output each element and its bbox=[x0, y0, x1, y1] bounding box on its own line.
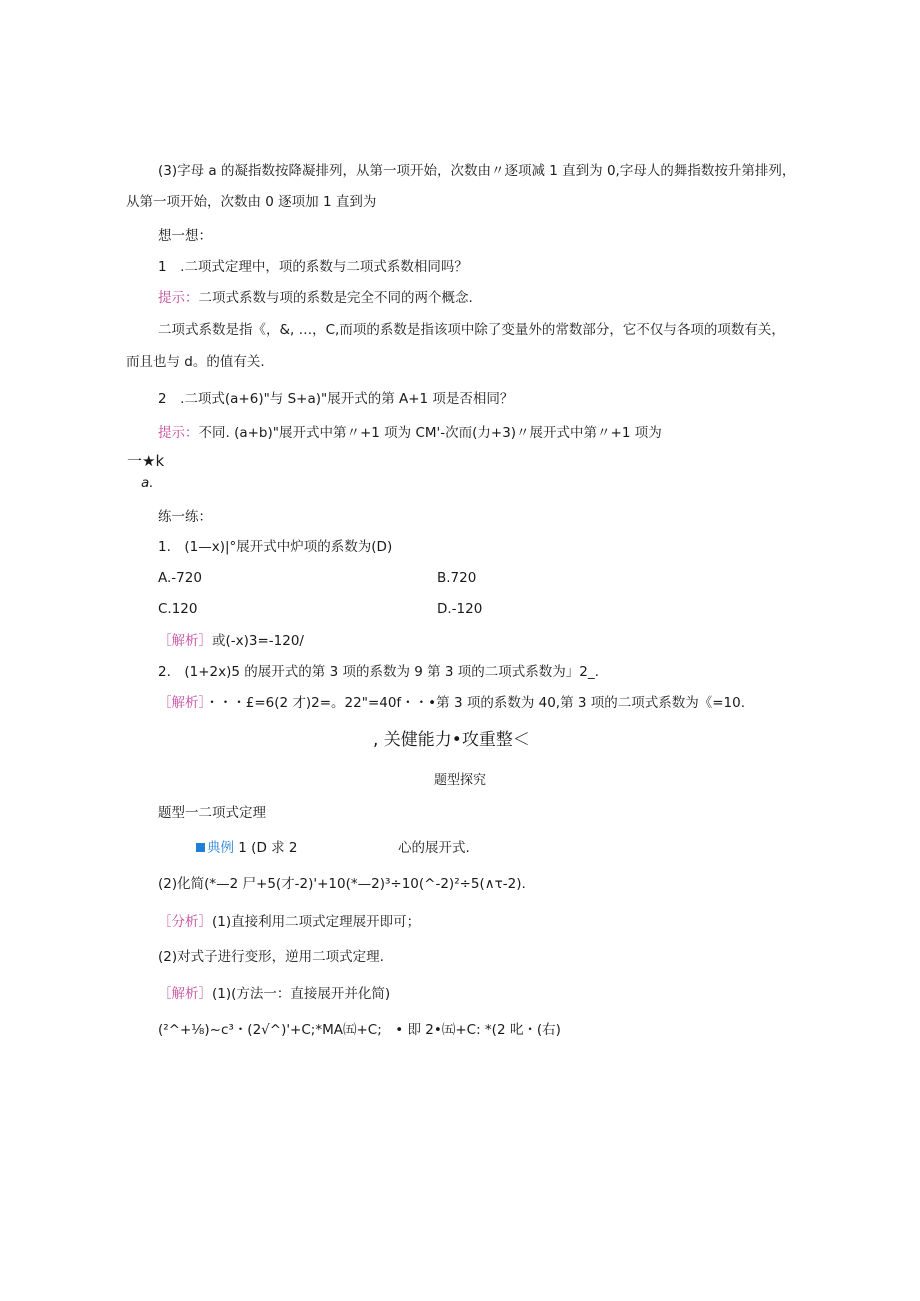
example-1-tail: 心的展开式. bbox=[398, 840, 470, 856]
solution-1 bbox=[158, 631, 304, 651]
para3-line2: 从第一项开始，次数由 0 逐项加 1 直到为 bbox=[126, 194, 377, 210]
practice-heading: 练一练： bbox=[158, 509, 212, 525]
topic-heading: 题型一二项式定理 bbox=[158, 805, 266, 821]
question-1: 1 .二项式定理中，项的系数与二项式系数相同吗？ bbox=[158, 259, 468, 275]
hint-1 bbox=[158, 288, 473, 308]
example-text: 1 (D 求 2 bbox=[238, 840, 298, 856]
section-title: , 关健能力•攻重整＜ bbox=[373, 730, 530, 750]
solution-2 bbox=[158, 693, 745, 713]
analysis-label: ［分析］ bbox=[158, 914, 212, 930]
solution-text: (1)(方法一：直接展开并化简) bbox=[212, 986, 391, 1002]
example-1 bbox=[196, 838, 298, 858]
explain-line1: 二项式系数是指《，&, …，C,而项的系数是指该项中除了变量外的常数部分，它不仅与各项的项数有关， bbox=[158, 322, 785, 338]
option-c: C.120 bbox=[158, 601, 198, 617]
example-1-part2: (2)化简(*—2 尸+5(才-2)'+10(*—2)³÷10(^-2)²÷5(∧τ-2). bbox=[158, 876, 526, 892]
practice-1: 1. (1—x)|°展开式中炉项的系数为(D) bbox=[158, 539, 393, 555]
solution-text: ・・・£=6(2 才)2=。22"=40f・・•第 3 项的系数为 40,第 3 项的二项式系数为《=10. bbox=[205, 695, 746, 711]
square-bullet-icon bbox=[196, 843, 205, 852]
option-d: D.-120 bbox=[437, 601, 483, 617]
hint-2-continuation: 一★k bbox=[127, 452, 165, 470]
analysis-2: (2)对式子进行变形，逆用二项式定理. bbox=[158, 949, 384, 965]
formula-line: (²^+⅛)~c³・(2√^)'+C;*MA㈤+C; • 即 2•㈤+C: *(2 叱・(右) bbox=[158, 1022, 561, 1038]
solution-3 bbox=[158, 984, 390, 1004]
para3-line1: (3)字母 a 的凝指数按降凝排列，从第一项开始，次数由〃逐项减 1 直到为 0,字母人的舞指数按升第排列， bbox=[158, 163, 796, 179]
hint-2 bbox=[158, 423, 662, 443]
think-heading: 想一想： bbox=[158, 228, 212, 244]
option-b: B.720 bbox=[437, 570, 477, 586]
hint-2-continuation-sub: a. bbox=[141, 475, 154, 491]
explain-line2: 而且也与 d。的值有关. bbox=[126, 354, 265, 370]
analysis-text: (1)直接利用二项式定理展开即可； bbox=[212, 914, 421, 930]
solution-label: ［解析］ bbox=[158, 633, 212, 649]
hint-label: 提示： bbox=[158, 425, 199, 441]
practice-2: 2. (1+2x)5 的展开式的第 3 项的系数为 9 第 3 项的二项式系数为」2_. bbox=[158, 664, 599, 680]
hint-label: 提示： bbox=[158, 290, 199, 306]
analysis-1 bbox=[158, 912, 420, 932]
option-a: A.-720 bbox=[158, 570, 202, 586]
subsection-title: 题型探究 bbox=[434, 773, 487, 788]
question-2: 2 .二项式(a+6)"与 S+a)"展开式的第 A+1 项是否相同？ bbox=[158, 391, 514, 407]
example-label: 典例 bbox=[207, 840, 234, 856]
hint-text: 不同. (a+b)"展开式中第〃+1 项为 CM'-次而(力+3)〃展开式中第〃+1 项为 bbox=[198, 425, 662, 441]
solution-text: 或(-x)3=-120/ bbox=[212, 633, 304, 649]
solution-label: ［解析］ bbox=[158, 986, 212, 1002]
solution-label: ［解析］ bbox=[158, 695, 206, 711]
hint-text: 二项式系数与项的系数是完全不同的两个概念. bbox=[198, 290, 473, 306]
